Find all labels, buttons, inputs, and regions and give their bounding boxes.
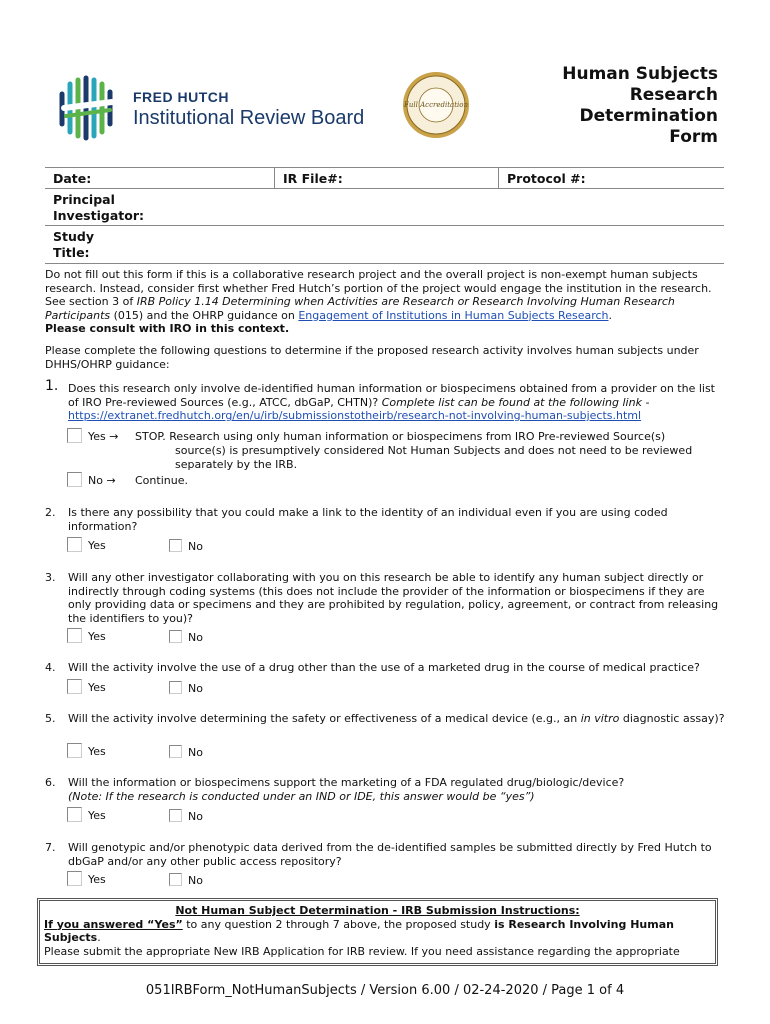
q5-yes-option [67,743,106,758]
question-number: 5. [45,712,56,725]
question-3 [45,571,727,625]
nhs-line-2: Please submit the appropriate New IRB Application for IRB review. If you need assistance regarding the appropriate [44,944,680,958]
q1-text: Does this research only involve de-identified human information or biospecimens obtained from a provider on the list of IRO Pre-reviewed Sources (e.g., ATCC, dbGaP, CHTN)? [68,382,715,409]
no-label: No [188,874,203,887]
ir-file-label: IR File#: [283,171,343,186]
q5-italic: in vitro [580,712,620,725]
date-label: Date: [53,171,92,186]
form-title-line: Research [629,85,718,105]
q5-yes-checkbox[interactable] [67,743,82,758]
question-number: 2. [45,506,56,519]
q7-yes-checkbox[interactable] [67,871,82,886]
yes-label: Yes [88,809,106,822]
question-text [68,712,727,726]
pre-reviewed-sources-link[interactable]: https://extranet.fredhutch.org/en/u/irb/submissionstotheirb/research-not-involving-human-subjects.html [68,409,642,423]
q1-yes-checkbox[interactable] [67,428,82,443]
q2-yes-option [67,537,106,552]
engagement-guidance-link[interactable]: Engagement of Institutions in Human Subjects Research [298,308,609,322]
question-text: Will genotypic and/or phenotypic data derived from the de-identified samples be submitted directly by Fred Hutch to dbGaP and/or any other public access repository? [68,841,712,868]
q6-text: Will the information or biospecimens support the marketing of a FDA regulated drug/biologic/device? [68,776,625,789]
stop-line: source(s) is presumptively considered Not Human Subjects and does not need to be reviewed [175,444,693,457]
pi-label-line: Principal [53,192,115,207]
protocol-field[interactable] [498,168,724,188]
q4-no-option [169,681,203,695]
q1-stop-text [135,428,715,472]
no-label: No [188,540,203,553]
fred-hutch-logo-icon [52,72,124,144]
pi-field[interactable] [45,189,724,226]
page-footer: 051IRBForm_NotHumanSubjects / Version 6.00 / 02-24-2020 / Page 1 of 4 [145,983,625,998]
q6-note: (Note: If the research is conducted under an IND or IDE, this answer would be “yes”) [68,789,535,803]
question-number: 4. [45,661,56,674]
intro-text: Do not fill out this form if this is a collaborative research project and the overall project is non-exempt human subjects research. Instead, consider first whether Fred Hutch’s portion of the project would engage the institution in the research. See section 3 of [45,268,712,309]
q1-no-checkbox[interactable] [67,472,82,487]
info-table [45,167,724,264]
intro-text: (015) and the OHRP guidance on [110,308,299,322]
question-text [68,776,727,803]
q1-no-label: No → [88,474,116,487]
consult-iro-note: Please consult with IRO in this context. [45,322,290,336]
brand-name: FRED HUTCH [133,89,229,105]
ir-file-field[interactable] [274,168,498,188]
date-field[interactable] [45,168,274,188]
q7-no-checkbox[interactable] [169,873,182,886]
intro-text: . [608,308,612,322]
nhs-emphasis: is Research Involving Human Subjects [44,917,674,944]
question-4 [45,661,727,675]
study-label-line: Title: [53,245,90,260]
info-row-ids [45,168,724,189]
question-number: 6. [45,776,56,789]
study-title-field[interactable] [45,226,724,264]
nhs-instructions-box [37,898,718,966]
no-label: No [188,746,203,759]
nhs-line-1 [44,918,711,945]
q4-no-checkbox[interactable] [169,681,182,694]
q4-yes-option [67,679,106,694]
brand-subtitle: Institutional Review Board [133,107,365,129]
q2-yes-checkbox[interactable] [67,537,82,552]
q5-no-option [169,745,203,759]
yes-label: Yes [88,539,106,552]
brand-block [133,89,364,130]
policy-reference: IRB Policy 1.14 Determining when Activities are Research or Research Involving Human Research Participants [45,295,675,322]
yes-label: Yes [88,681,106,694]
protocol-label: Protocol #: [507,171,586,186]
q3-yes-option [67,628,106,643]
form-title-line: Form [669,127,718,147]
q1-link-intro: Complete list can be found at the following link - [381,395,650,409]
instructions-paragraph: Please complete the following questions to determine if the proposed research activity involves human subjects under DHHS/OHRP guidance: [45,344,699,371]
question-2 [45,506,727,533]
stop-line: separately by the IRB. [175,458,298,471]
nhs-if-yes: If you answered “Yes” [44,917,183,931]
question-7 [45,841,727,868]
nhs-text: . [97,931,101,944]
q1-no-option [67,472,188,487]
question-number: 3. [45,571,56,584]
nhs-text: to any question 2 through 7 above, the proposed study [182,917,495,931]
no-label: No [188,631,203,644]
question-text: Is there any possibility that you could make a link to the identity of an individual even if you are using coded information? [68,506,668,533]
question-6 [45,776,727,803]
q2-no-checkbox[interactable] [169,539,182,552]
form-title-line: Determination [579,106,718,126]
q4-yes-checkbox[interactable] [67,679,82,694]
question-1 [45,378,727,423]
nhs-heading: Not Human Subject Determination - IRB Submission Instructions: [175,904,580,917]
no-label: No [188,810,203,823]
q2-no-option [169,539,203,553]
question-5 [45,712,727,726]
q3-yes-checkbox[interactable] [67,628,82,643]
study-label-line: Study [53,229,94,244]
q7-yes-option [67,871,106,886]
pi-label-line: Investigator: [53,208,144,223]
yes-label: Yes [88,873,106,886]
study-title-label [45,226,102,263]
seal-text: Full Accreditation [404,101,468,109]
q6-no-option [169,809,203,823]
form-title-line: Human Subjects [562,64,718,84]
q7-no-option [169,873,203,887]
q6-yes-checkbox[interactable] [67,807,82,822]
q3-no-option [169,630,203,644]
question-text: Will the activity involve the use of a drug other than the use of a marketed drug in the course of medical practice? [68,661,700,674]
stop-line: STOP. Research using only human information or biospecimens from IRO Pre-reviewed Source(s) [135,430,666,443]
yes-label: Yes [88,745,106,758]
question-text [68,382,727,423]
question-text: Will any other investigator collaborating with you on this research be able to identify any human subject directly or indirectly through coding systems (this does not include the provider of the information or biospecimens if they are only providing data or specimens and they are prohibited by regulation, policy, agreement, or contract from releasing the identifiers to you)? [68,571,719,625]
q1-yes-option [67,428,715,472]
form-title [518,64,718,148]
q6-no-checkbox[interactable] [169,809,182,822]
q6-yes-option [67,807,106,822]
intro-paragraph [45,268,727,336]
q5-no-checkbox[interactable] [169,745,182,758]
question-number: 7. [45,841,56,854]
q1-yes-label: Yes → [88,430,119,443]
q3-no-checkbox[interactable] [169,630,182,643]
q5-text: Will the activity involve determining the safety or effectiveness of a medical device (e.g., an [68,712,581,725]
question-number: 1. [45,378,59,394]
accreditation-seal-icon [402,71,470,139]
q1-continue-text: Continue. [135,474,188,487]
pi-label [45,189,152,225]
yes-label: Yes [88,630,106,643]
no-label: No [188,682,203,695]
q5-text: diagnostic assay)? [619,712,725,725]
